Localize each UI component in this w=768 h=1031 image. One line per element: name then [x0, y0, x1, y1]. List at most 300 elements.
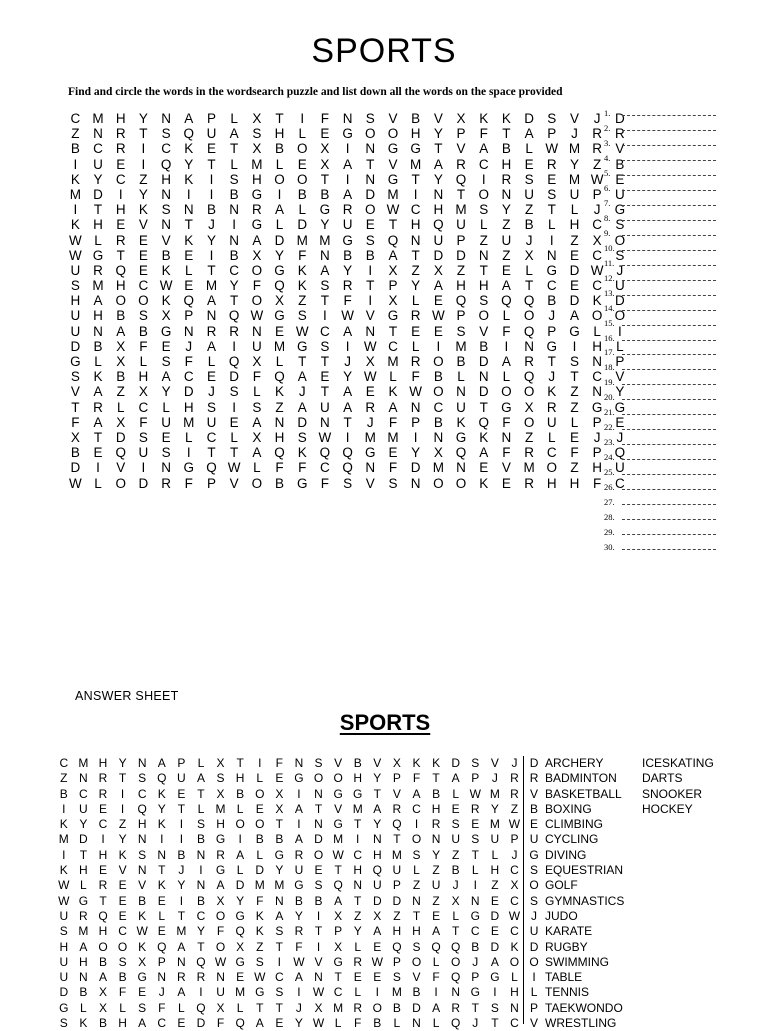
grid-letter: U — [569, 186, 580, 202]
grid-letter: Z — [502, 247, 511, 263]
answer-grid-letter: L — [530, 985, 538, 1000]
grid-letter: J — [548, 369, 556, 385]
answer-grid-letter: X — [216, 1000, 225, 1015]
grid-letter: S — [297, 308, 307, 324]
grid-letter: A — [388, 399, 398, 415]
grid-letter: D — [297, 217, 308, 233]
blank-number: 7. — [604, 198, 611, 209]
grid-letter: H — [161, 171, 171, 187]
answer-grid-letter: M — [254, 878, 265, 893]
answer-grid-letter: Q — [196, 1000, 206, 1015]
grid-letter: V — [70, 384, 80, 400]
answer-grid-letter: U — [177, 771, 186, 786]
grid-letter: T — [139, 126, 148, 142]
grid-letter: G — [342, 232, 353, 248]
answer-grid-letter: X — [373, 908, 382, 923]
answer-grid-letter: A — [294, 832, 303, 847]
grid-letter: X — [524, 247, 534, 263]
grid-letter: D — [433, 247, 444, 263]
answer-grid-letter: G — [333, 786, 343, 801]
answer-grid-letter: S — [412, 939, 421, 954]
answer-grid-letter: U — [79, 801, 88, 816]
answer-grid-letter: Q — [392, 939, 402, 954]
answer-grid-letter: R — [470, 801, 480, 816]
grid-letter: J — [208, 384, 215, 400]
grid-letter: P — [592, 414, 602, 430]
grid-letter: E — [116, 156, 126, 172]
grid-letter: G — [251, 186, 263, 202]
grid-letter: T — [71, 399, 80, 415]
answer-grid-letter: S — [275, 924, 284, 939]
answer-grid-letter: U — [392, 863, 402, 878]
answer-grid-letter: S — [59, 1016, 68, 1031]
grid-letter: X — [433, 445, 443, 461]
answer-grid-letter: C — [98, 817, 108, 832]
grid-letter: N — [229, 232, 240, 248]
answer-grid-letter: W — [58, 878, 70, 893]
answer-grid-letter: H — [98, 924, 108, 939]
grid-letter: A — [229, 126, 239, 142]
answer-grid-letter: B — [177, 847, 186, 862]
grid-letter: G — [501, 399, 512, 415]
grid-letter: M — [410, 156, 422, 172]
grid-letter: C — [388, 338, 398, 354]
grid-letter: G — [455, 429, 467, 445]
answer-grid-letter: Y — [373, 817, 382, 832]
blank-line — [622, 235, 716, 236]
grid-letter: L — [298, 202, 306, 218]
grid-letter: K — [297, 278, 307, 294]
answer-grid-letter: I — [160, 832, 164, 847]
grid-letter: D — [456, 247, 466, 263]
answer-grid-letter: J — [491, 771, 498, 786]
answer-grid-letter: D — [490, 939, 500, 954]
answer-grid-letter: N — [412, 893, 421, 908]
answer-blank — [604, 360, 716, 375]
blank-number: 9. — [604, 227, 611, 238]
grid-letter: T — [456, 186, 466, 202]
grid-letter: L — [275, 354, 284, 369]
grid-letter: F — [388, 460, 398, 476]
grid-letter: P — [592, 186, 602, 202]
answer-grid-letter: P — [392, 954, 401, 969]
answer-grid-letter: F — [216, 924, 225, 939]
grid-letter: R — [592, 126, 603, 142]
grid-letter: L — [207, 354, 216, 369]
answer-grid-letter: C — [274, 970, 284, 985]
answer-grid-letter: E — [490, 893, 499, 908]
blank-number: 21. — [604, 407, 615, 418]
grid-letter: W — [590, 171, 604, 187]
blank-line — [622, 160, 716, 161]
answer-grid-letter: C — [157, 1016, 167, 1031]
answer-grid-letter: I — [120, 786, 125, 801]
blank-number: 30. — [604, 541, 615, 552]
grid-letter: X — [252, 429, 262, 445]
grid-letter: E — [615, 414, 625, 430]
answer-grid-letter: N — [216, 970, 225, 985]
grid-letter: R — [524, 445, 534, 461]
answer-grid-letter: T — [275, 939, 283, 954]
answer-grid-letter: C — [470, 924, 480, 939]
grid-letter: Y — [229, 278, 239, 294]
grid-letter: L — [94, 475, 102, 491]
answer-grid-letter: E — [373, 970, 382, 985]
grid-letter: I — [549, 232, 554, 248]
grid-letter: L — [185, 262, 193, 278]
answer-grid-letter: H — [216, 817, 225, 832]
grid-letter: C — [320, 460, 330, 476]
answer-grid-letter: C — [196, 908, 206, 923]
answer-grid-letter: A — [275, 908, 284, 923]
grid-letter: Z — [524, 202, 534, 218]
grid-letter: I — [436, 338, 441, 354]
grid-letter: U — [614, 186, 625, 202]
grid-letter: Z — [71, 126, 80, 142]
grid-letter: U — [342, 217, 353, 233]
answer-grid-letter: Y — [294, 1016, 303, 1031]
answer-grid-letter: O — [215, 939, 226, 954]
grid-letter: X — [138, 384, 148, 400]
answer-grid-letter: Q — [157, 939, 167, 954]
answer-grid-letter: I — [297, 985, 301, 1000]
grid-letter: I — [368, 293, 373, 309]
answer-grid-letter: A — [451, 771, 460, 786]
grid-letter: B — [275, 141, 285, 157]
blank-number: 27. — [604, 496, 615, 507]
answer-grid-letter: R — [294, 847, 304, 862]
answer-grid-letter: H — [79, 863, 88, 878]
answer-grid-letter: G — [255, 985, 265, 1000]
answer-grid-letter: I — [493, 985, 497, 1000]
grid-letter: N — [229, 202, 240, 218]
grid-letter: T — [275, 111, 284, 126]
grid-letter: S — [479, 293, 489, 309]
grid-letter: C — [433, 399, 444, 415]
grid-letter: C — [93, 141, 103, 157]
grid-letter: S — [320, 278, 330, 294]
answer-grid-letter: S — [118, 954, 127, 969]
grid-letter: R — [524, 354, 534, 369]
answer-grid-letter: I — [101, 832, 105, 847]
grid-letter: Z — [456, 262, 466, 278]
grid-letter: U — [524, 186, 534, 202]
answer-grid-letter: C — [510, 924, 519, 939]
answer-grid-letter: W — [332, 847, 344, 862]
grid-letter: S — [479, 202, 489, 218]
answer-grid-letter: A — [236, 847, 245, 862]
grid-letter: T — [320, 384, 330, 400]
grid-letter: X — [70, 429, 80, 445]
answer-grid-letter: O — [117, 939, 128, 954]
answer-grid-letter: Y — [294, 908, 303, 923]
answer-grid-letter: S — [314, 756, 323, 770]
grid-letter: L — [389, 369, 397, 385]
answer-grid-letter: P — [471, 771, 480, 786]
answer-blank — [604, 211, 716, 226]
grid-letter: T — [116, 247, 125, 263]
answer-grid-letter: O — [411, 832, 422, 847]
grid-letter: E — [411, 323, 421, 339]
answer-grid-letter: N — [157, 970, 167, 985]
answer-grid-letter: C — [510, 863, 519, 878]
grid-letter: X — [388, 262, 398, 278]
answer-grid-letter: W — [254, 970, 266, 985]
grid-letter: X — [320, 156, 330, 172]
column-divider — [523, 756, 524, 1024]
grid-letter: B — [524, 217, 534, 233]
grid-letter: O — [478, 308, 489, 324]
answer-grid-letter: U — [59, 908, 69, 923]
answer-grid-letter: U — [490, 832, 500, 847]
answer-grid-letter: L — [491, 847, 499, 862]
answer-grid-letter: M — [333, 1000, 344, 1015]
answer-grid-letter: N — [274, 893, 284, 908]
answer-grid-letter: E — [432, 908, 441, 923]
grid-letter: Q — [183, 293, 195, 309]
answer-grid-letter: K — [157, 817, 166, 832]
answer-blank — [604, 106, 716, 121]
grid-letter: V — [456, 141, 466, 157]
grid-letter: I — [481, 171, 486, 187]
grid-letter: N — [433, 186, 444, 202]
grid-letter: G — [183, 460, 195, 476]
grid-letter: Q — [342, 445, 353, 461]
grid-letter: U — [138, 445, 149, 461]
answer-grid-letter: L — [471, 863, 479, 878]
answer-grid-letter: K — [59, 817, 68, 832]
grid-letter: R — [410, 308, 421, 324]
answer-grid-letter: N — [314, 970, 323, 985]
blank-number: 24. — [604, 452, 615, 463]
grid-letter: X — [433, 262, 443, 278]
answer-grid-letter: Z — [432, 893, 440, 908]
grid-letter: C — [206, 429, 217, 445]
grid-letter: Q — [455, 171, 467, 187]
grid-letter: Y — [615, 384, 625, 400]
grid-letter: D — [524, 111, 534, 126]
grid-letter: M — [92, 111, 104, 126]
answer-grid-letter: N — [294, 756, 304, 770]
grid-letter: L — [275, 156, 284, 172]
grid-letter: W — [295, 323, 309, 339]
grid-letter: O — [138, 293, 149, 309]
answer-grid-letter: A — [334, 893, 343, 908]
blank-line — [622, 115, 716, 116]
answer-grid-letter: N — [79, 771, 88, 786]
answer-grid-letter: A — [432, 1000, 441, 1015]
answer-grid-letter: C — [118, 924, 127, 939]
grid-letter: A — [433, 278, 443, 294]
grid-letter: T — [524, 278, 534, 294]
blank-number: 13. — [604, 287, 615, 298]
grid-letter: X — [365, 354, 375, 369]
grid-letter: F — [298, 247, 307, 263]
answer-grid-letter: T — [354, 893, 362, 908]
grid-letter: C — [161, 141, 171, 157]
grid-letter: P — [456, 232, 466, 248]
blank-number: 1. — [604, 108, 611, 119]
answer-grid-letter: J — [472, 1016, 479, 1031]
grid-letter: X — [161, 308, 171, 324]
answer-grid-letter: G — [470, 985, 480, 1000]
grid-letter: O — [433, 384, 444, 400]
grid-letter: N — [206, 308, 217, 324]
grid-letter: L — [502, 308, 511, 324]
grid-letter: N — [546, 247, 557, 263]
grid-letter: I — [323, 308, 327, 324]
grid-letter: O — [115, 475, 126, 491]
answer-grid-letter: M — [489, 786, 500, 801]
grid-letter: K — [161, 293, 171, 309]
grid-letter: M — [69, 186, 81, 202]
answer-grid-letter: S — [138, 847, 147, 862]
grid-letter: S — [388, 475, 398, 491]
answer-grid-letter: Z — [393, 908, 401, 923]
grid-letter: S — [252, 126, 262, 142]
answer-grid-letter: O — [509, 954, 520, 969]
grid-letter: U — [456, 217, 466, 233]
grid-letter: B — [70, 141, 80, 157]
grid-letter: R — [115, 232, 126, 248]
answer-blank — [604, 390, 716, 405]
grid-letter: I — [345, 338, 350, 354]
grid-letter: Y — [320, 217, 330, 233]
wordsearch-grid — [64, 111, 631, 491]
grid-letter: F — [502, 414, 511, 430]
answer-grid-letter: L — [119, 1000, 126, 1015]
answer-grid-letter: S — [471, 756, 480, 770]
grid-letter: H — [115, 111, 126, 126]
answer-grid-letter: D — [412, 1000, 421, 1015]
grid-letter: Y — [93, 171, 103, 187]
grid-letter: L — [411, 293, 420, 309]
grid-letter: T — [547, 202, 556, 218]
grid-letter: W — [250, 308, 264, 324]
answer-grid-letter: I — [277, 954, 281, 969]
grid-letter: D — [410, 460, 421, 476]
answer-grid-letter: M — [58, 832, 69, 847]
grid-letter: L — [457, 369, 465, 385]
grid-letter: T — [343, 414, 352, 430]
grid-letter: Q — [478, 414, 489, 430]
answer-grid-letter: M — [274, 878, 285, 893]
grid-letter: T — [230, 141, 239, 157]
grid-letter: U — [70, 323, 81, 339]
blank-line — [622, 384, 716, 385]
grid-letter: Q — [455, 293, 467, 309]
answer-grid-letter: P — [334, 924, 343, 939]
answer-grid-letter: F — [412, 771, 421, 786]
grid-letter: S — [161, 354, 171, 369]
grid-letter: K — [501, 111, 511, 126]
answer-grid-letter: G — [490, 970, 500, 985]
grid-letter: E — [184, 278, 194, 294]
grid-letter: E — [138, 232, 148, 248]
answer-grid-letter: H — [79, 954, 88, 969]
answer-grid-letter: I — [179, 817, 184, 832]
answer-grid-letter: R — [353, 1000, 363, 1015]
answer-grid-letter: G — [529, 847, 539, 862]
grid-letter: Q — [523, 369, 535, 385]
word-list-item: RUGBY — [545, 939, 588, 954]
grid-letter: I — [413, 429, 418, 445]
answer-grid-letter: N — [196, 847, 206, 862]
word-list-item: HOCKEY — [642, 801, 693, 816]
answer-grid-letter: Q — [392, 817, 402, 832]
grid-letter: M — [387, 429, 399, 445]
grid-letter: W — [545, 141, 559, 157]
word-list-item: CLIMBING — [545, 817, 604, 832]
grid-letter: I — [141, 141, 146, 157]
grid-letter: Q — [342, 460, 353, 476]
answer-grid-letter: G — [137, 970, 147, 985]
grid-letter: K — [297, 445, 307, 461]
blank-number: 23. — [604, 437, 615, 448]
grid-letter: E — [297, 156, 307, 172]
answer-grid-letter: U — [294, 863, 304, 878]
grid-letter: N — [501, 186, 512, 202]
grid-letter: F — [343, 293, 352, 309]
answer-grid-letter: Y — [177, 878, 186, 893]
grid-letter: G — [274, 262, 285, 278]
grid-letter: C — [138, 399, 149, 415]
answer-grid-letter: N — [137, 756, 147, 770]
answer-grid-letter: L — [236, 863, 244, 878]
grid-letter: E — [116, 217, 126, 233]
answer-grid-letter: N — [510, 1000, 519, 1015]
answer-grid-letter: T — [314, 801, 323, 816]
grid-letter: T — [207, 445, 216, 461]
grid-letter: E — [569, 247, 579, 263]
answer-grid-letter: Z — [412, 878, 421, 893]
answer-grid-letter: S — [392, 970, 401, 985]
answer-grid-letter: J — [511, 847, 518, 862]
blank-line — [622, 534, 716, 535]
answer-grid-letter: Z — [510, 801, 519, 816]
grid-letter: N — [161, 460, 171, 476]
blank-line — [622, 519, 716, 520]
grid-letter: T — [366, 278, 375, 294]
answer-grid-letter: E — [118, 893, 127, 908]
answer-grid-letter: X — [216, 893, 225, 908]
answer-grid-letter: T — [334, 970, 342, 985]
grid-letter: A — [343, 384, 353, 400]
answer-grid-letter: V — [412, 970, 421, 985]
grid-letter: E — [161, 429, 171, 445]
grid-letter: S — [70, 278, 80, 294]
grid-letter: B — [206, 202, 216, 218]
grid-letter: O — [614, 232, 626, 248]
grid-letter: B — [93, 338, 103, 354]
answer-grid-letter: L — [197, 801, 205, 816]
grid-letter: T — [93, 429, 103, 445]
grid-letter: S — [70, 369, 80, 385]
answer-grid-letter: L — [354, 939, 362, 954]
answer-grid-letter: A — [412, 786, 421, 801]
grid-letter: T — [434, 141, 443, 157]
answer-grid-letter: I — [179, 893, 184, 908]
grid-letter: O — [478, 186, 489, 202]
grid-letter: D — [229, 369, 240, 385]
blank-number: 17. — [604, 347, 615, 358]
blank-number: 10. — [604, 242, 615, 253]
grid-letter: R — [524, 475, 534, 491]
grid-letter: A — [275, 202, 285, 218]
answer-blank — [604, 375, 716, 390]
grid-letter: H — [274, 429, 285, 445]
grid-letter: R — [365, 399, 376, 415]
